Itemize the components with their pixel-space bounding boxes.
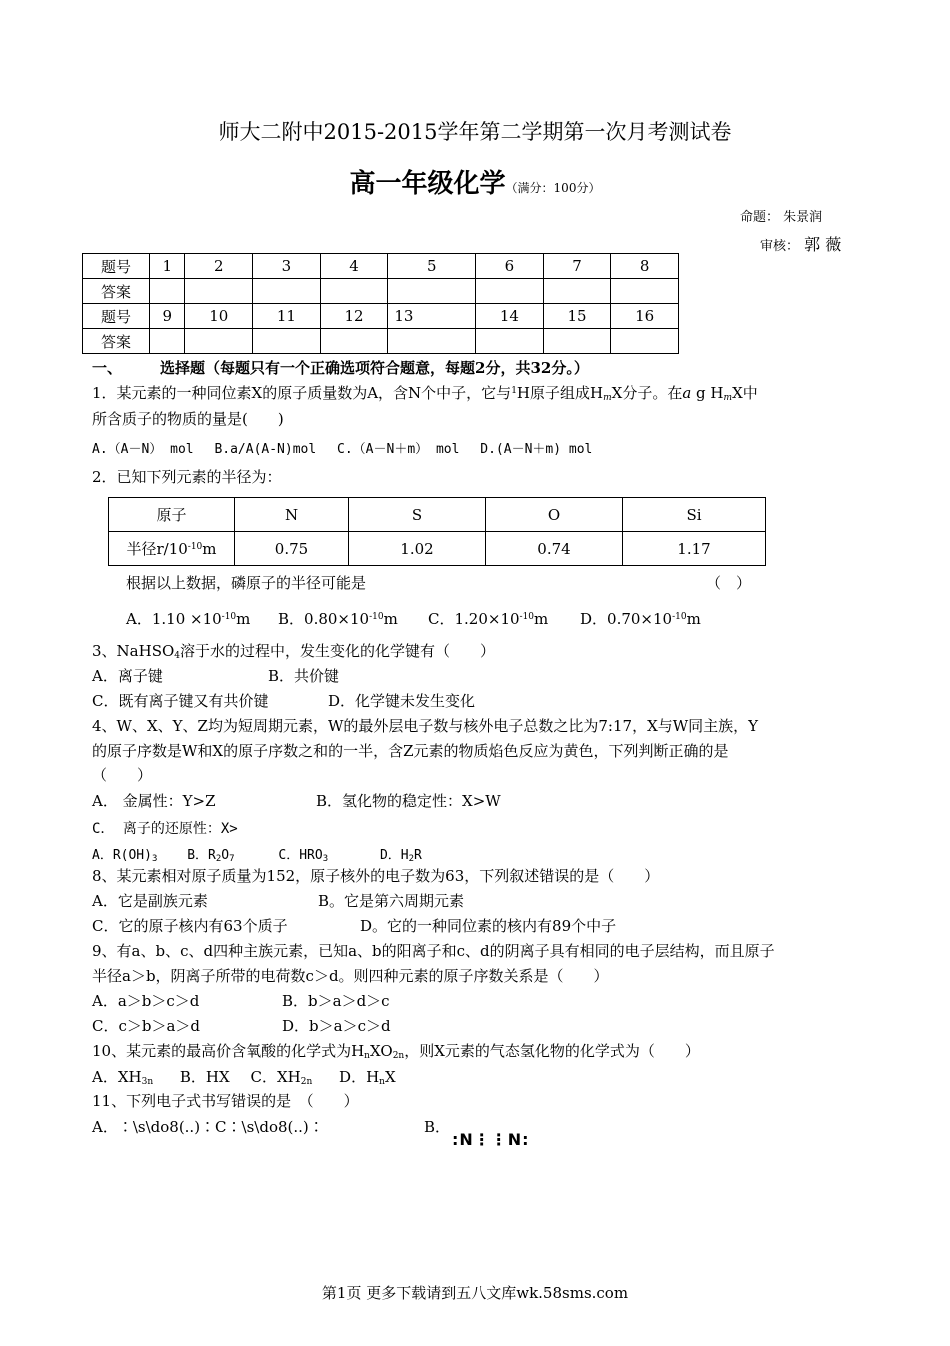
grid-cell: 4 (320, 254, 388, 279)
q1-text: X中 (732, 384, 758, 402)
grid-number-row-2 (83, 304, 679, 329)
grid-cell: 7 (543, 254, 611, 279)
author-label: 命题： (740, 210, 780, 225)
q10-options: A．$XH_{3n}$ B．HX C．$XH_{2n}$ D．$H_nX$ (92, 1068, 396, 1087)
grid-cell: 5 (388, 254, 476, 279)
q9-option-b: B．b＞a＞d＞c (282, 992, 390, 1010)
q4-line1: 4、W、X、Y、Z均为短周期元素，W的最外层电子数与核外电子总数之比为7:17，X与W同主族，Y (92, 717, 759, 735)
q4-option-b: B．氢化物的稳定性：X>W (316, 792, 501, 810)
answer-cell[interactable] (185, 329, 253, 354)
grid-answer-row-2 (83, 329, 679, 354)
answer-cell[interactable] (476, 329, 544, 354)
q11-option-b: B． (424, 1118, 451, 1136)
q1-options: A.（A－N） mol B.a/A(A-N)mol C.（A－N＋m） mol D.(A－N＋m) mol (92, 442, 593, 457)
answer-cell[interactable] (150, 329, 185, 354)
q9-option-c: C．c＞b＞a＞d (92, 1017, 201, 1035)
answer-cell[interactable] (253, 329, 321, 354)
q9-option-a: A．a＞b＞c＞d (92, 992, 200, 1010)
grid-cell: 9 (150, 304, 185, 329)
radius-value-row (109, 532, 766, 566)
q8-option-c: C．它的原子核内有63个质子 (92, 917, 288, 935)
answer-cell[interactable] (476, 279, 544, 304)
q1-sub: m (723, 393, 733, 403)
radius-header-row (109, 498, 766, 532)
page-title: 师大二附中2015-2015学年第二学期第一次月考测试卷 (218, 120, 732, 144)
grid-a-label: 答案 (83, 279, 150, 304)
q1-sup: 1 (511, 386, 517, 396)
q2-ask: 根据以上数据，磷原子的半径可能是 (126, 574, 367, 592)
q1-text: g H (691, 384, 724, 402)
grid-cell: 1 (150, 254, 185, 279)
reviewer-line (760, 232, 841, 255)
grid-cell: 8 (611, 254, 679, 279)
answer-cell[interactable] (611, 279, 679, 304)
q3-option-b: B．共价键 (268, 667, 340, 685)
q11-stem: 11、下列电子式书写错误的是 （ ） (92, 1092, 359, 1110)
score-note: （满分：100分） (505, 181, 601, 195)
q1-sub: m (603, 393, 612, 403)
q3-stem: 3、NaHSO$_4$溶于水的过程中，发生变化的化学键有（ ） (92, 642, 496, 661)
q2-option-b: B．$0.80\times 10^{-10}m$ (278, 610, 398, 628)
answer-cell[interactable] (320, 279, 388, 304)
answer-grid (82, 253, 679, 354)
grid-q-label: 题号 (83, 304, 150, 329)
radius-table (108, 497, 766, 566)
q3-option-c: C．既有离子键又有共价键 (92, 692, 269, 710)
grid-cell: 14 (476, 304, 544, 329)
grid-cell: 11 (253, 304, 321, 329)
answer-cell[interactable] (543, 329, 611, 354)
q2-stem: 2．已知下列元素的半径为： (92, 468, 282, 486)
reviewer-name: 郭 薇 (804, 235, 842, 254)
radius-value: 1.02 (349, 532, 486, 566)
author-line (740, 206, 822, 225)
answer-cell[interactable] (543, 279, 611, 304)
grid-cell: 15 (543, 304, 611, 329)
subtitle: 高一年级化学 (349, 169, 506, 199)
q4-option-a: A． 金属性：Y>Z (92, 792, 216, 810)
q8-stem: 8、某元素相对原子质量为152，原子核外的电子数为63，下列叙述错误的是（ ） (92, 867, 660, 885)
radius-header: S (349, 498, 486, 532)
section-heading (92, 358, 589, 378)
page-footer: 第1页 更多下载请到五八文库wk.58sms.com (321, 1284, 629, 1302)
q2-option-a: A．$1.10 \times 10^{-10}m$ (126, 610, 251, 628)
q1-line2: 所含质子的物质的量是( ) (92, 410, 284, 428)
subtitle-line (0, 163, 950, 200)
grid-cell: 6 (476, 254, 544, 279)
q4-line3: （ ） (92, 766, 153, 784)
answer-cell[interactable] (320, 329, 388, 354)
q1-text: X分子。在 (611, 384, 683, 402)
grid-cell: 12 (320, 304, 388, 329)
grid-cell: 10 (185, 304, 253, 329)
q8-option-d: D。它的一种同位素的核内有89个中子 (360, 917, 617, 935)
grid-number-row-1 (83, 254, 679, 279)
radius-header: O (486, 498, 623, 532)
answer-cell[interactable] (388, 329, 476, 354)
author-name: 朱景润 (783, 210, 823, 225)
section-number: 一、 (92, 359, 123, 377)
q8-option-a: A．它是副族元素 (92, 892, 208, 910)
q3-option-d: D．化学键未发生变化 (328, 692, 476, 710)
section-title: 选择题（每题只有一个正确选项符合题意，每题2分，共32分。） (160, 359, 589, 377)
radius-value: 0.75 (235, 532, 349, 566)
grid-cell: 13 (388, 304, 476, 329)
q9-line1: 9、有a、b、c、d四种主族元素，已知a、b的阳离子和c、d的阴离子具有相同的电子层结构，而且原子 (92, 942, 775, 960)
radius-value: 1.17 (623, 532, 766, 566)
answer-cell[interactable] (185, 279, 253, 304)
radius-header: 原子 (109, 498, 235, 532)
q2-paren: （ ） (706, 574, 752, 592)
n2-electron-formula: :N⋮⋮N: (452, 1130, 530, 1149)
q4-line2: 的原子序数是W和X的原子序数之和的一半，含Z元素的物质焰色反应为黄色，下列判断正确的是 (92, 742, 729, 760)
answer-cell[interactable] (253, 279, 321, 304)
radius-header: Si (623, 498, 766, 532)
q1-text: H原子组成H (516, 384, 604, 402)
grid-cell: 2 (185, 254, 253, 279)
answer-cell[interactable] (611, 329, 679, 354)
grid-q-label: 题号 (83, 254, 150, 279)
radius-row-label: 半径$r/10^{-10}m$ (109, 532, 235, 566)
radius-value: 0.74 (486, 532, 623, 566)
q11-option-a: A．∶\s\do8(..)∶C∶\s\do8(..)∶ (92, 1118, 324, 1136)
grid-answer-row-1 (83, 279, 679, 304)
q3-option-a: A．离子键 (92, 667, 163, 685)
q9-option-d: D．b＞a＞c＞d (282, 1017, 391, 1035)
q10-stem: 10、某元素的最高价含氧酸的化学式为$H_nXO_{2n}$，则X元素的气态氢化物的化学式为（ ） (92, 1042, 700, 1061)
q8-option-b: B。它是第六周期元素 (318, 892, 465, 910)
q4-sub-options: A．$R(OH)_3$ B．$R_2O_7$ C．$HRO_3$ D．$H_2R$ (92, 848, 422, 864)
q9-line2: 半径a＞b，阴离子所带的电荷数c＞d。则四种元素的原子序数关系是（ ） (92, 967, 609, 985)
reviewer-label: 审核： (760, 239, 800, 254)
grid-cell: 16 (611, 304, 679, 329)
answer-cell[interactable] (150, 279, 185, 304)
answer-cell[interactable] (388, 279, 476, 304)
q1-var: a (682, 384, 692, 402)
q4-option-c: C． 离子的还原性：X> (92, 821, 238, 837)
grid-cell: 3 (253, 254, 321, 279)
radius-header: N (235, 498, 349, 532)
q2-option-c: C．$1.20\times 10^{-10}m$ (428, 610, 549, 628)
grid-a-label: 答案 (83, 329, 150, 354)
q1-line1 (92, 381, 758, 408)
q1-text: 1．某元素的一种同位素X的原子质量数为A，含N个中子，它与 (92, 384, 512, 402)
q2-option-d: D．$0.70\times 10^{-10}m$ (580, 610, 701, 628)
